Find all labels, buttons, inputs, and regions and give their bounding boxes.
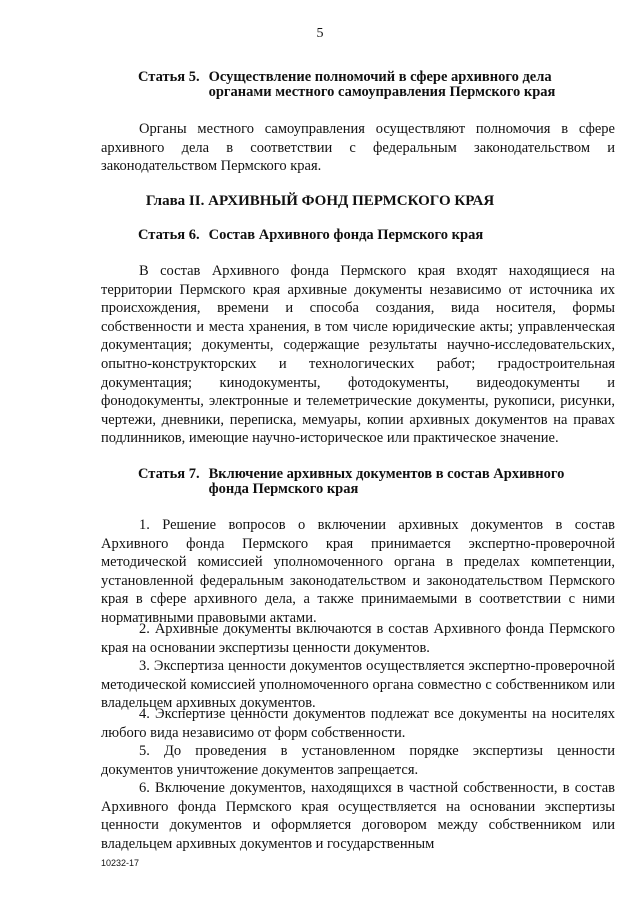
article-5-text: Органы местного самоуправления осуществляют полномочия в сфере архивного дела в соответствии с федеральным законодательством и законодательством Пермского края. — [101, 121, 615, 175]
article-7-paragraph-2: 2. Архивные документы включаются в состав Архивного фонда Пермского края на основании экспертизы ценности документов. — [101, 621, 615, 656]
article-7-paragraph-3: 3. Экспертиза ценности документов осуществляется экспертно-проверочной методической комиссией уполномоченного органа совместно с собственником или владельцем архивных документов. — [101, 658, 615, 712]
article-7-paragraph-6: 6. Включение документов, находящихся в частной собственности, в состав Архивного фонда Пермского края осуществляется на основании экспертизы ценности документов и оформляется договором между собственником или владельцем архивных документов и государственным — [101, 780, 615, 852]
article-7-heading — [138, 467, 588, 497]
article-6-heading — [138, 228, 588, 243]
article-7-title: Включение архивных документов в состав Архивного фонда Пермского края — [208, 466, 565, 497]
article-7-number: Статья 7. — [138, 466, 200, 482]
chapter-2-title: Глава II. АРХИВНЫЙ ФОНД ПЕРМСКОГО КРАЯ — [145, 193, 495, 209]
article-7-paragraph-1: 1. Решение вопросов о включении архивных документов в состав Архивного фонда Пермского края принимается экспертно-проверочной методической комиссией уполномоченного органа в пределах компетенции, установленной федеральным законодательством и законодательством Пермского края в сфере архивного дела, а также принимаемыми в соответствии с ними нормативными правовыми актами. — [101, 517, 615, 626]
article-6-title: Состав Архивного фонда Пермского края — [208, 227, 484, 243]
article-5-title: Осуществление полномочий в сфере архивного дела органами местного самоуправления Пермского края — [208, 69, 556, 100]
article-5-heading — [138, 70, 588, 100]
article-5-number: Статья 5. — [138, 69, 200, 85]
article-6-text: В состав Архивного фонда Пермского края входят находящиеся на территории Пермского края архивные документы независимо от источника их происхождения, времени и способа создания, вида носителя, формы собственности и места хранения, в том числе юридические акты; управленческая документация; документы, содержащие результаты научно-исследовательских, опытно-конструкторских и технологических работ; градостроительная документация; кинодокументы, фотодокументы, видеодокументы и фонодокументы, электронные и телеметрические документы, рукописи, рисунки, чертежи, дневники, переписка, мемуары, копии архивных документов на правах подлинников, имеющие научно-историческое или практическое значение. — [101, 263, 615, 447]
page-number: 5 — [316, 26, 324, 41]
article-7-paragraph-4: 4. Экспертизе ценности документов подлежат все документы на носителях любого вида независимо от форм собственности. — [101, 706, 615, 741]
article-7-paragraph-5: 5. До проведения в установленном порядке экспертизы ценности документов уничтожение документов запрещается. — [101, 743, 615, 778]
document-code: 10232-17 — [101, 858, 140, 868]
article-6-number: Статья 6. — [138, 227, 200, 243]
